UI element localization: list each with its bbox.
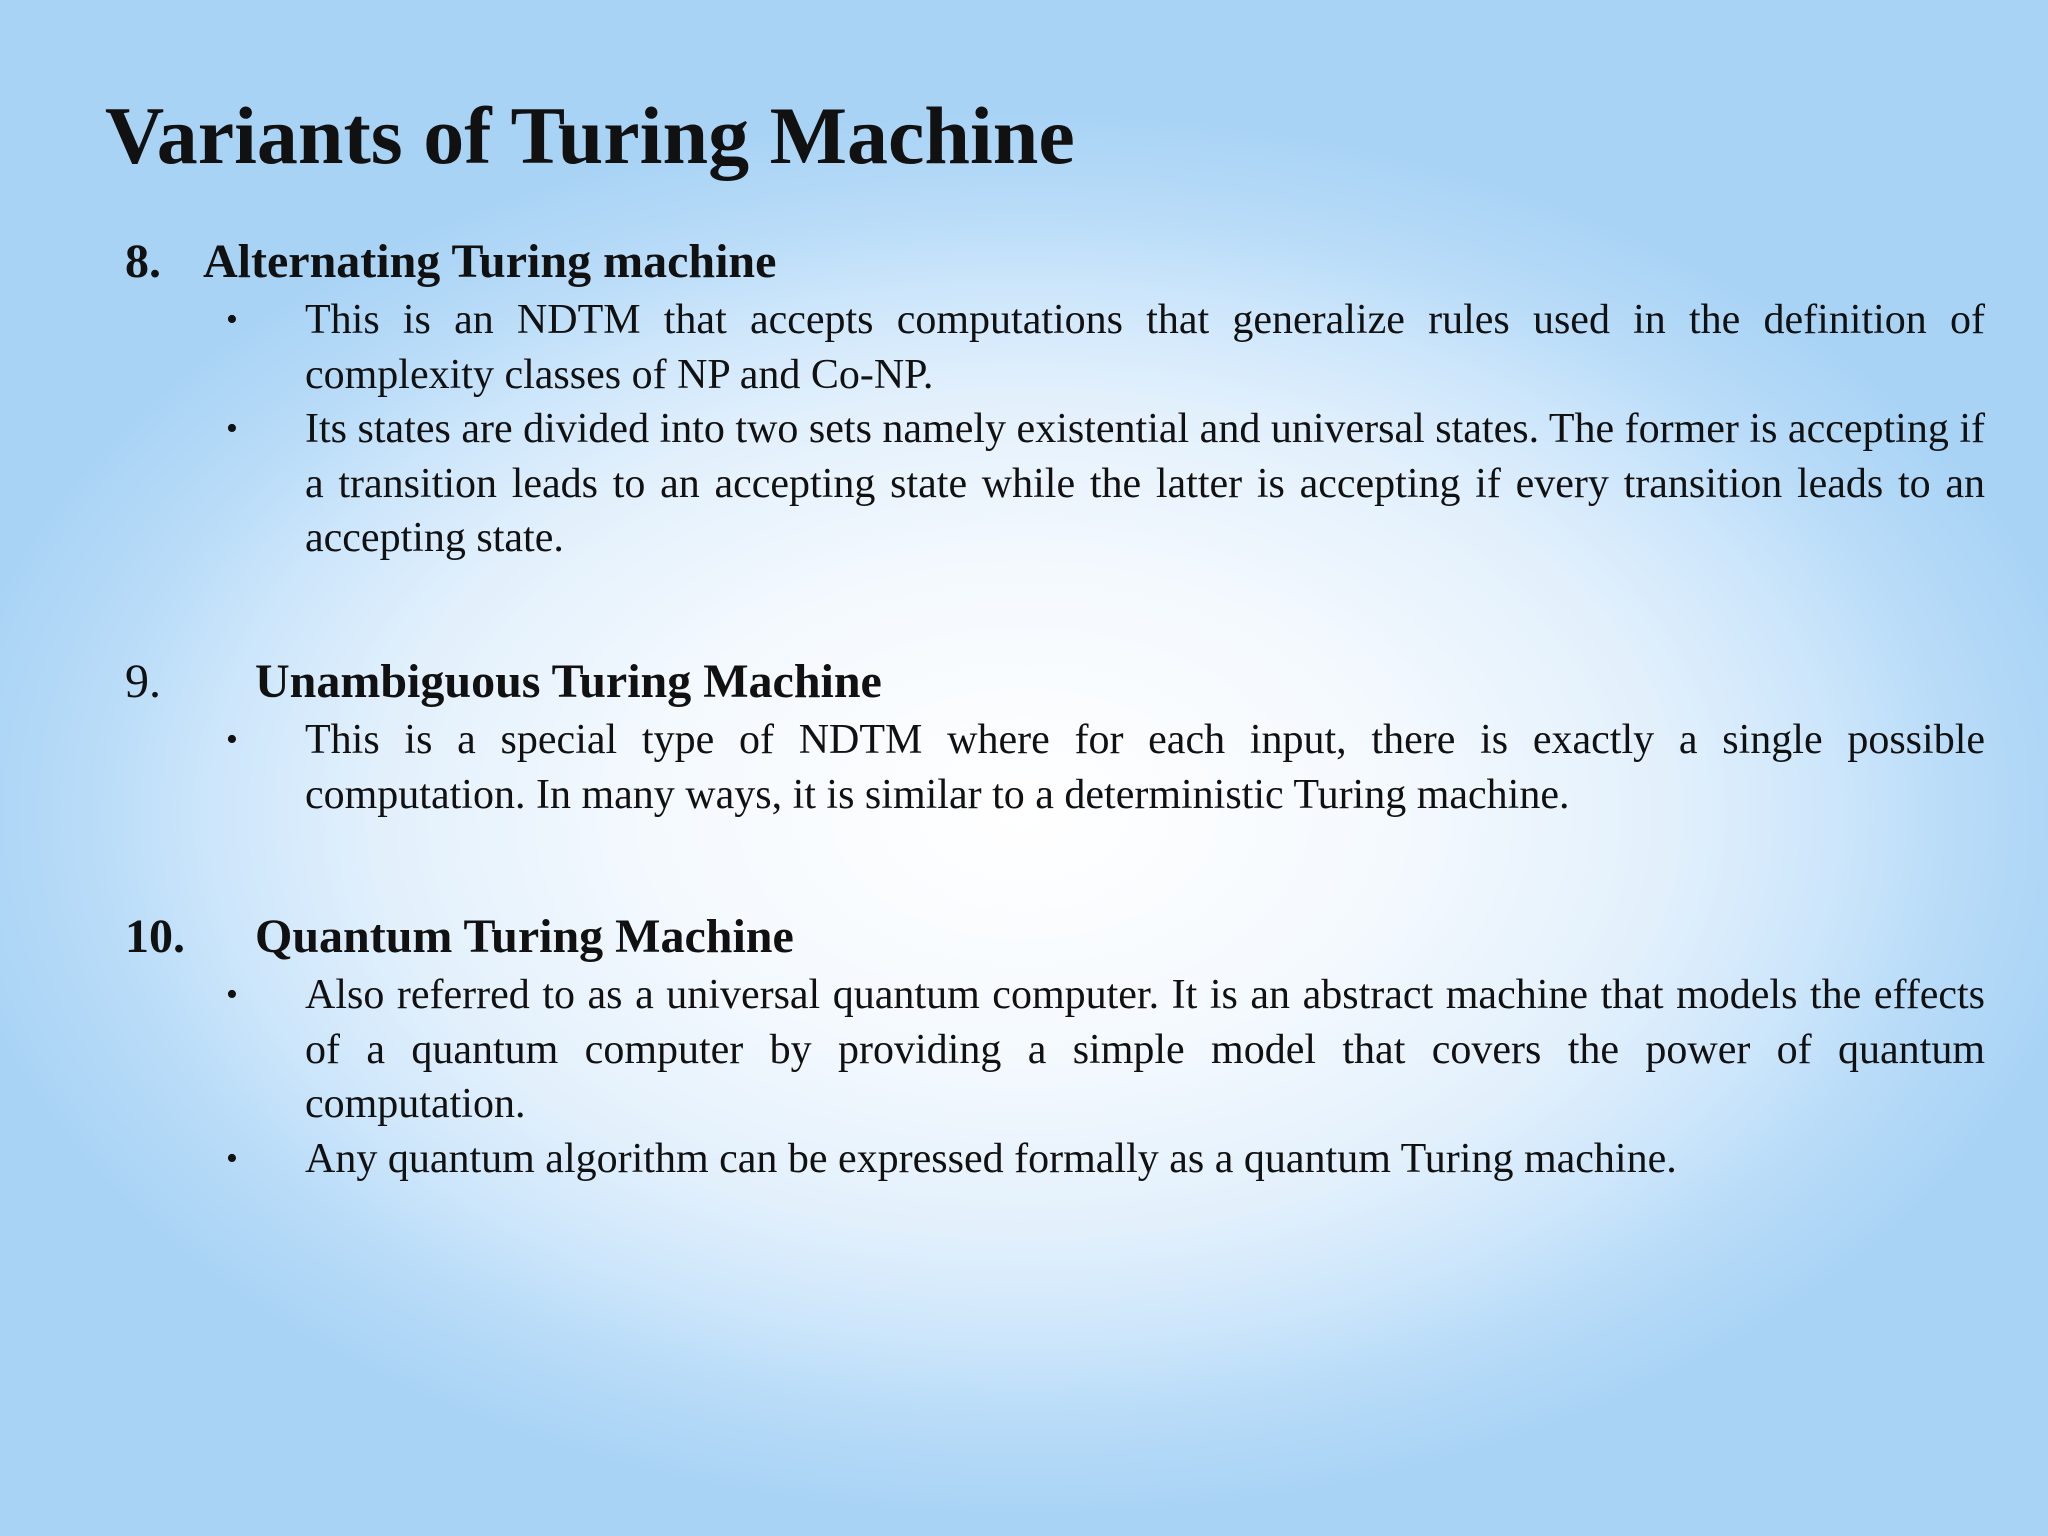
bullet-text: Also referred to as a universal quantum computer. It is an abstract machine that models the effects of a quantum computer by providing a simple model that covers the power of quantum computation.	[305, 972, 1985, 1127]
bullet-icon: •	[226, 301, 238, 338]
section-title: Unambiguous Turing Machine	[255, 655, 882, 708]
section-heading-alternating	[125, 234, 777, 290]
list-item	[0, 402, 2048, 566]
bullet-icon: •	[226, 976, 238, 1013]
bullet-icon: •	[226, 721, 238, 758]
section-number: 9.	[125, 655, 161, 708]
section-heading-quantum	[125, 909, 794, 965]
bullet-list-unambiguous	[0, 713, 2048, 822]
bullet-list-alternating	[0, 293, 2048, 566]
bullet-text: This is a special type of NDTM where for each input, there is exactly a single possible computation. In many ways, it is similar to a deterministic Turing machine.	[305, 717, 1985, 818]
section-number: 8.	[125, 235, 161, 288]
list-item	[0, 1132, 2048, 1187]
list-item	[0, 968, 2048, 1132]
bullet-text: Its states are divided into two sets namely existential and universal states. The former is accepting if a transition leads to an accepting state while the latter is accepting if every transition leads to an accepting state.	[305, 406, 1985, 561]
bullet-icon: •	[226, 410, 238, 447]
bullet-text: Any quantum algorithm can be expressed formally as a quantum Turing machine.	[305, 1135, 1677, 1182]
bullet-icon: •	[226, 1139, 238, 1177]
bullet-list-quantum	[0, 968, 2048, 1186]
section-heading-unambiguous	[125, 654, 882, 710]
section-title: Alternating Turing machine	[203, 235, 777, 288]
section-number: 10.	[125, 910, 185, 963]
bullet-text: This is an NDTM that accepts computations that generalize rules used in the definition of complexity classes of NP and Co-NP.	[305, 297, 1985, 398]
list-item	[0, 713, 2048, 822]
section-title: Quantum Turing Machine	[255, 910, 794, 963]
list-item	[0, 293, 2048, 402]
slide-title: Variants of Turing Machine	[105, 90, 1075, 181]
